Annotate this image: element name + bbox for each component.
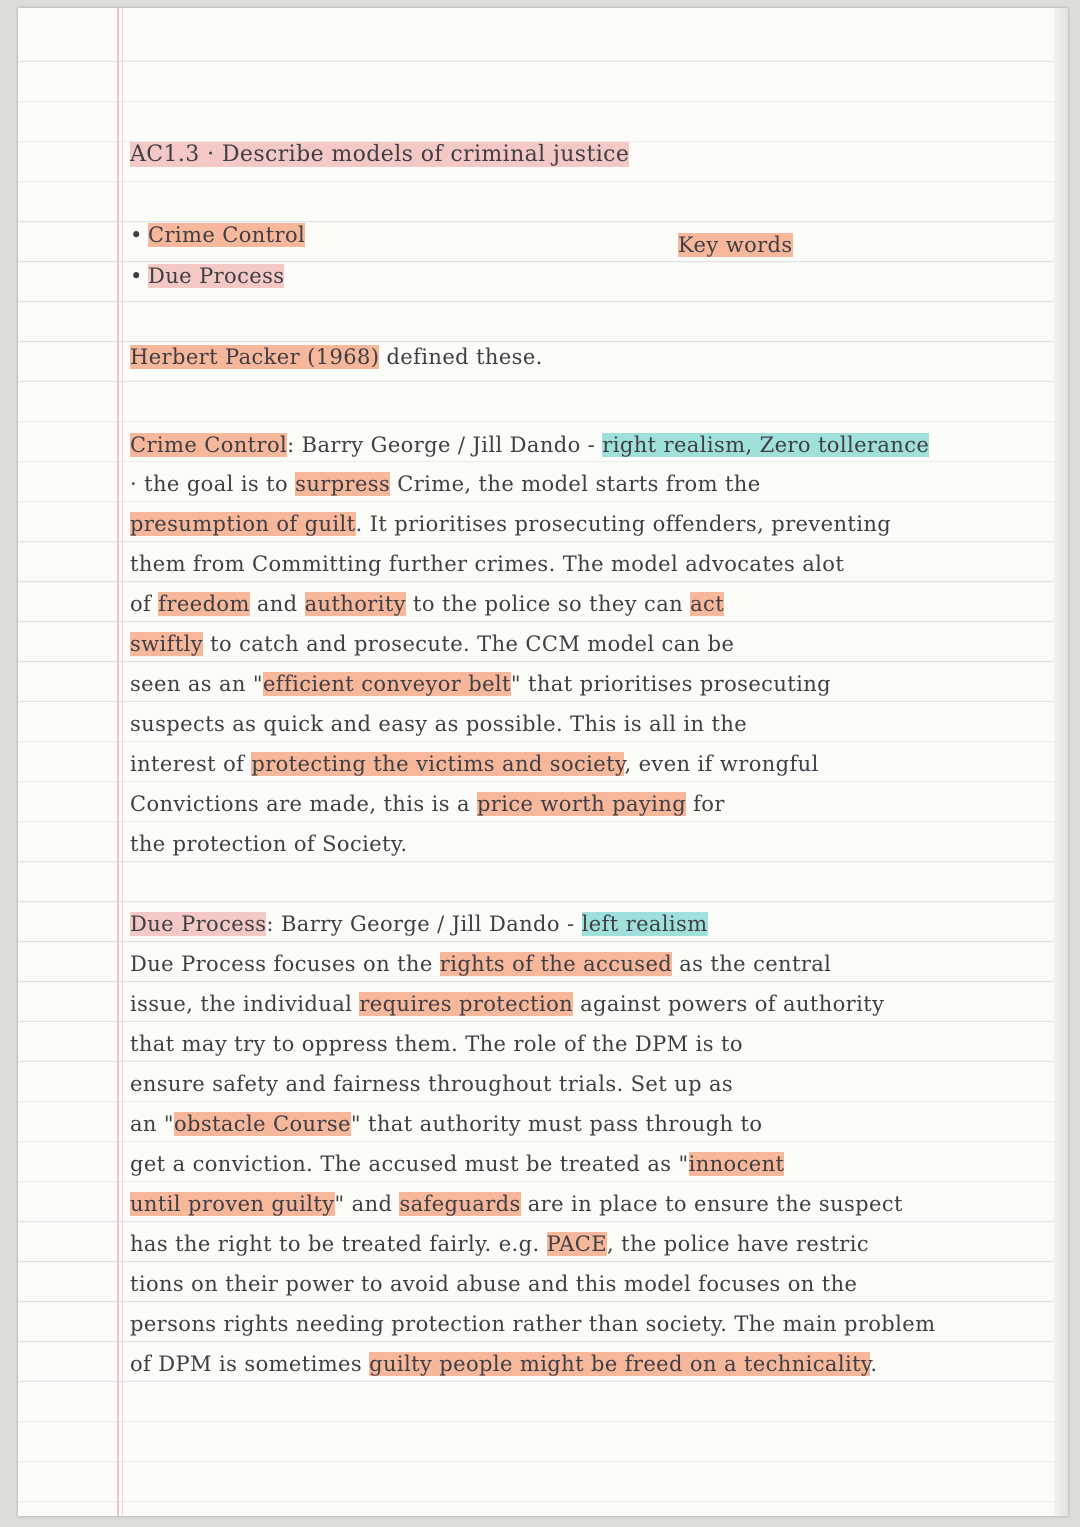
highlight: PACE [546,1232,607,1256]
cc-line [130,830,1050,858]
cc-line [130,670,1050,698]
highlight: guilty people might be freed on a technicality [369,1352,871,1376]
text: the protection of Society. [130,832,408,856]
text: . It prioritises prosecuting offenders, preventing [355,512,892,536]
bullet-icon: • [130,223,143,247]
text: issue, the individual [130,992,360,1016]
dp-line [130,1350,1050,1378]
text: interest of [130,752,252,776]
text: " that authority must pass through to [350,1112,763,1136]
dp-heading-line [130,910,1050,938]
highlight: act [690,592,725,616]
text: " and [334,1192,400,1216]
key-words-label [678,231,878,259]
cc-line [130,630,1050,658]
text: against powers of authority [573,992,885,1016]
dp-line [130,1070,1050,1098]
text: are in place to ensure the suspect [520,1192,903,1216]
text: tions on their power to avoid abuse and this model focuses on the [130,1272,858,1296]
text: has the right to be treated fairly. e.g. [130,1232,547,1256]
packer-line [130,343,1050,371]
dp-line [130,1270,1050,1298]
text: Due Process focuses on the [130,952,440,976]
cc-line [130,550,1050,578]
highlight: innocent [688,1152,785,1176]
list-item [130,221,1050,249]
highlight: until proven guilty [130,1192,335,1216]
highlight: requires protection [359,992,574,1016]
text: suspects as quick and easy as possible. This is all in the [130,712,748,736]
text: an " [130,1112,174,1136]
dp-heading: Due Process [130,912,267,936]
text: them from Committing further crimes. The model advocates alot [130,552,845,576]
cc-line [130,510,1050,538]
cc-heading: Crime Control [130,433,288,457]
cc-line [130,470,1050,498]
highlight: obstacle Course [173,1112,351,1136]
cc-heading-line [130,431,1050,459]
text: of DPM is sometimes [130,1352,370,1376]
dp-line [130,1310,1050,1338]
highlight: freedom [158,592,250,616]
highlight: protecting the victims and society [251,752,625,776]
list-item [130,262,1050,290]
page-edge [1054,8,1068,1516]
text: , even if wrongful [624,752,819,776]
text: , the police have restric [606,1232,869,1256]
dp-line [130,1150,1050,1178]
highlight: surpress [295,472,391,496]
text: to catch and prosecute. The CCM model can be [203,632,735,656]
cc-line [130,710,1050,738]
highlight: rights of the accused [439,952,673,976]
text: that may try to oppress them. The role of the DPM is to [130,1032,743,1056]
text: . [870,1352,878,1376]
dp-line [130,1190,1050,1218]
cc-heading-rest: : Barry George / Jill Dando - [287,433,603,457]
highlight: presumption of guilt [130,512,356,536]
dp-heading-rest: : Barry George / Jill Dando - [266,912,582,936]
dp-line [130,1110,1050,1138]
text: to the police so they can [405,592,691,616]
margin-line [117,8,119,1516]
packer-highlight: Herbert Packer (1968) [130,345,380,369]
packer-rest: defined these. [379,345,543,369]
model-due-process: Due Process [148,264,285,288]
cc-line [130,590,1050,618]
text: as the central [672,952,832,976]
dp-tag: left realism [581,912,708,936]
title-text: AC1.3 · Describe models of criminal justice [130,142,630,167]
bullet-icon: • [130,264,143,288]
key-words-text: Key words [678,233,793,257]
text: Convictions are made, this is a [130,792,477,816]
text: " that prioritises prosecuting [510,672,831,696]
cc-tag: right realism, Zero tollerance [602,433,930,457]
dp-line [130,1230,1050,1258]
text: · the goal is to [130,472,296,496]
cc-line [130,750,1050,778]
text: Crime, the model starts from the [390,472,761,496]
dp-line [130,990,1050,1018]
highlight: swiftly [130,632,204,656]
text: of [130,592,159,616]
model-crime-control: Crime Control [148,223,306,247]
text: for [686,792,725,816]
text: get a conviction. The accused must be treated as " [130,1152,689,1176]
text: persons rights needing protection rather than society. The main problem [130,1312,936,1336]
highlight: safeguards [399,1192,521,1216]
dp-line [130,1030,1050,1058]
notebook-page [18,8,1068,1516]
text: seen as an " [130,672,263,696]
highlight: price worth paying [476,792,687,816]
dp-line [130,950,1050,978]
highlight: authority [304,592,406,616]
page-title [130,141,1050,169]
margin-line-secondary [122,8,123,1516]
text: ensure safety and fairness throughout trials. Set up as [130,1072,734,1096]
text: and [249,592,305,616]
cc-line [130,790,1050,818]
highlight: efficient conveyor belt [262,672,511,696]
